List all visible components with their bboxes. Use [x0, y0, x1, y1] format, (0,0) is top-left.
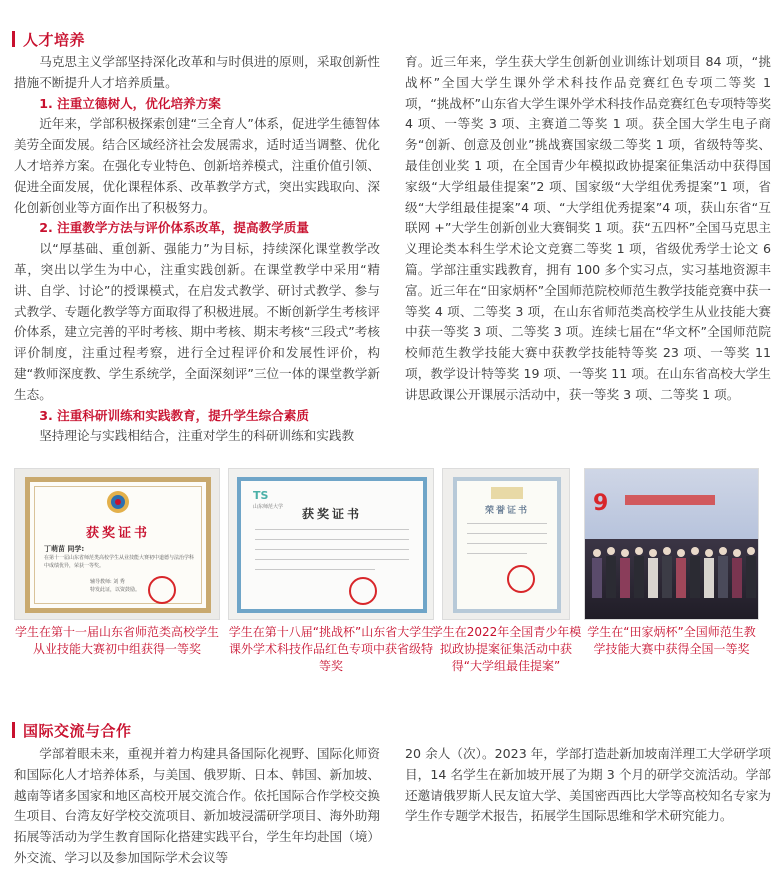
section-title-talent: 人才培养: [23, 30, 86, 49]
cert1-text: 在第十一届山东省师范类高校学生从业技能大赛初中道德与法治学科中成绩优异，荣获一等奖。: [44, 555, 195, 569]
caption-photo-1: 学生在第十一届山东省师范类高校学生从业技能大赛初中组获得一等奖: [14, 625, 219, 656]
cert2-title: 获奖证书: [301, 507, 362, 521]
cert3-title: 荣誉证书: [484, 506, 529, 516]
subheading-3: 3. 注重科研训练和实践教育，提升学生综合素质: [39, 407, 309, 423]
group-of-people-icon: [585, 531, 759, 620]
emblem-icon: [106, 490, 130, 514]
caption-photo-2: 学生在第十八届“挑战杯”山东省大学生课外学术科技作品红色专项中获省级特等奖: [228, 625, 434, 673]
caption-photo-3: 学生在2022年全国青少年模拟政协提案征集活动中获得“大学组最佳提案”: [430, 625, 582, 673]
talent-awards-paragraph: 育。近三年来，学生获大学生创新创业训练计划项目 84 项，“挑战杯”全国大学生课外学术科技作品竞赛红色专项二等奖 1 项，“挑战杯”山东省大学生课外学术科技作品竞赛红色专项特等奖 4 项、一等奖 3 项、主赛道二等奖 1 项。获全国大学生电子商务“创新、创意及创业”挑战赛国家级二等奖 1 项，省级特等奖、最佳创业奖 1 项，在全国青少年模拟政协提案征集活动中获得国家级“大学组最佳提案”2 项、国家级“大学组优秀提案”1 项，省级“大学组最佳提案”4 项、“大学组优秀提案”4 项，获山东省“互联网 +”大学生创新创业大赛铜奖 1 项。获“五四杯”全国马克思主义理论类本科生学术论文竞赛二等奖 1 项，省级优秀学士论文 6 篇。学部注重实践教育，拥有 100 多个实习点，实习基地资源丰富。近三年在“田家炳杯”全国师范院校师范生教学技能竞赛中获一等奖 4 项、二等奖 3 项，在山东省师范类高校学生从业技能大赛中获一等奖 3 项、二等奖 3 项。连续七届在“华文杯”全国师范院校师范生教学技能大赛中获教学技能特等奖 23 项、一等奖 11 项，教学设计特等奖 19 项、一等奖 11 项。在山东省高校大学生讲思政课公开课展示活动中，获一等奖 3 项、二等奖 1 项。: [405, 54, 771, 402]
subheading-1: 1. 注重立德树人，优化培养方案: [39, 95, 221, 111]
intl-left-column: [14, 744, 380, 869]
intl-paragraph-left: 学部着眼未来，重视并着力构建具备国际化视野、国际化师资和国际化人才培养体系，与美国、俄罗斯、日本、韩国、新加坡、越南等诸多国家和地区高校开展交流合作。依托国际合作学校交换生项目、台湾友好学校交流项目、新加坡浸濡研学项目、海外助翔拓展等活动为学生教育国际化搭建实践平台，学生年均赴国（境）外交流、学习以及参加国际学术会议等: [14, 746, 380, 865]
photo-certificate-3: [442, 468, 570, 620]
cert1-name: 丁萌苗 同学:: [44, 545, 85, 553]
section-title-international: 国际交流与合作: [23, 721, 132, 740]
intl-right-column: [405, 744, 771, 827]
red-seal-icon: [148, 576, 176, 604]
talent-right-column: [405, 52, 771, 406]
talent-paragraph-2: 以“厚基础、重创新、强能力”为目标，持续深化课堂教学改革，突出以学生为中心，注重实践创新。在课堂教学中采用“精讲、自学、讨论”的授课模式，在启发式教学、研讨式教学、参与式教学、专题化教学等方面取得了积极进展。不断创新学生考核评价体系，建立完善的平时考核、期中考核、期末考核“三段式”考核评价制度，注重过程考察，进行全过程评价和发展性评价，构建“教师深度教、学生系统学，全面深刻评”三位一体的课堂教学新生态。: [14, 241, 380, 402]
cert2-logo-icon: TS: [253, 489, 269, 502]
red-seal-icon: [507, 565, 535, 593]
cert1-footer: 特发此证，以资鼓励。: [90, 587, 141, 593]
stage-banner-number: 9: [593, 491, 609, 516]
talent-paragraph-3: 坚持理论与实践相结合，注重对学生的科研训练和实践教: [39, 428, 355, 444]
cert1-title: 获奖证书: [85, 526, 150, 541]
photo-certificate-2: [228, 468, 434, 620]
intl-paragraph-right: 20 余人（次）。2023 年，学部打造赴新加坡南洋理工大学研学项目，14 名学生在新加坡开展了为期 3 个月的研学交流活动。学部还邀请俄罗斯人民友谊大学、美国密西西比大学等高校知名专家为学生作专题学术报告，拓展学生国际思维和学术研究能力。: [405, 746, 771, 824]
talent-intro: 马克思主义学部坚持深化改革和与时俱进的原则，采取创新性措施不断提升人才培养质量。: [14, 54, 380, 90]
cert1-signer: 辅导教师: 刘 秀: [90, 579, 125, 585]
talent-paragraph-1: 近年来，学部积极探索创建“三全育人”体系，促进学生德智体美劳全面发展。结合区域经济社会发展需求，适时适当调整、优化人才培养方案。在强化专业特色、创新培养模式，注重价值引领、促进全面发展，优化课程体系、改革教学方式，突出实践取向、深化创新创业等方面作出了积极努力。: [14, 116, 380, 215]
cert2-school: 山东师范大学: [253, 504, 284, 510]
caption-photo-4: 学生在“田家炳杯”全国师范生教学技能大赛中获得全国一等奖: [587, 625, 756, 656]
certificate-paper: [237, 477, 427, 613]
heading-accent-bar: [12, 722, 15, 738]
photo-stage-group: [584, 468, 759, 620]
subheading-2: 2. 注重教学方法与评价体系改革，提高教学质量: [39, 220, 309, 236]
certificate-paper: [25, 477, 211, 613]
red-seal-icon: [349, 577, 377, 605]
photo-certificate-1: [14, 468, 220, 620]
section-heading-international: [12, 719, 132, 741]
heading-accent-bar: [12, 31, 15, 47]
talent-left-column: [14, 52, 380, 447]
certificate-paper: [453, 477, 561, 613]
section-heading-talent: [12, 28, 85, 50]
